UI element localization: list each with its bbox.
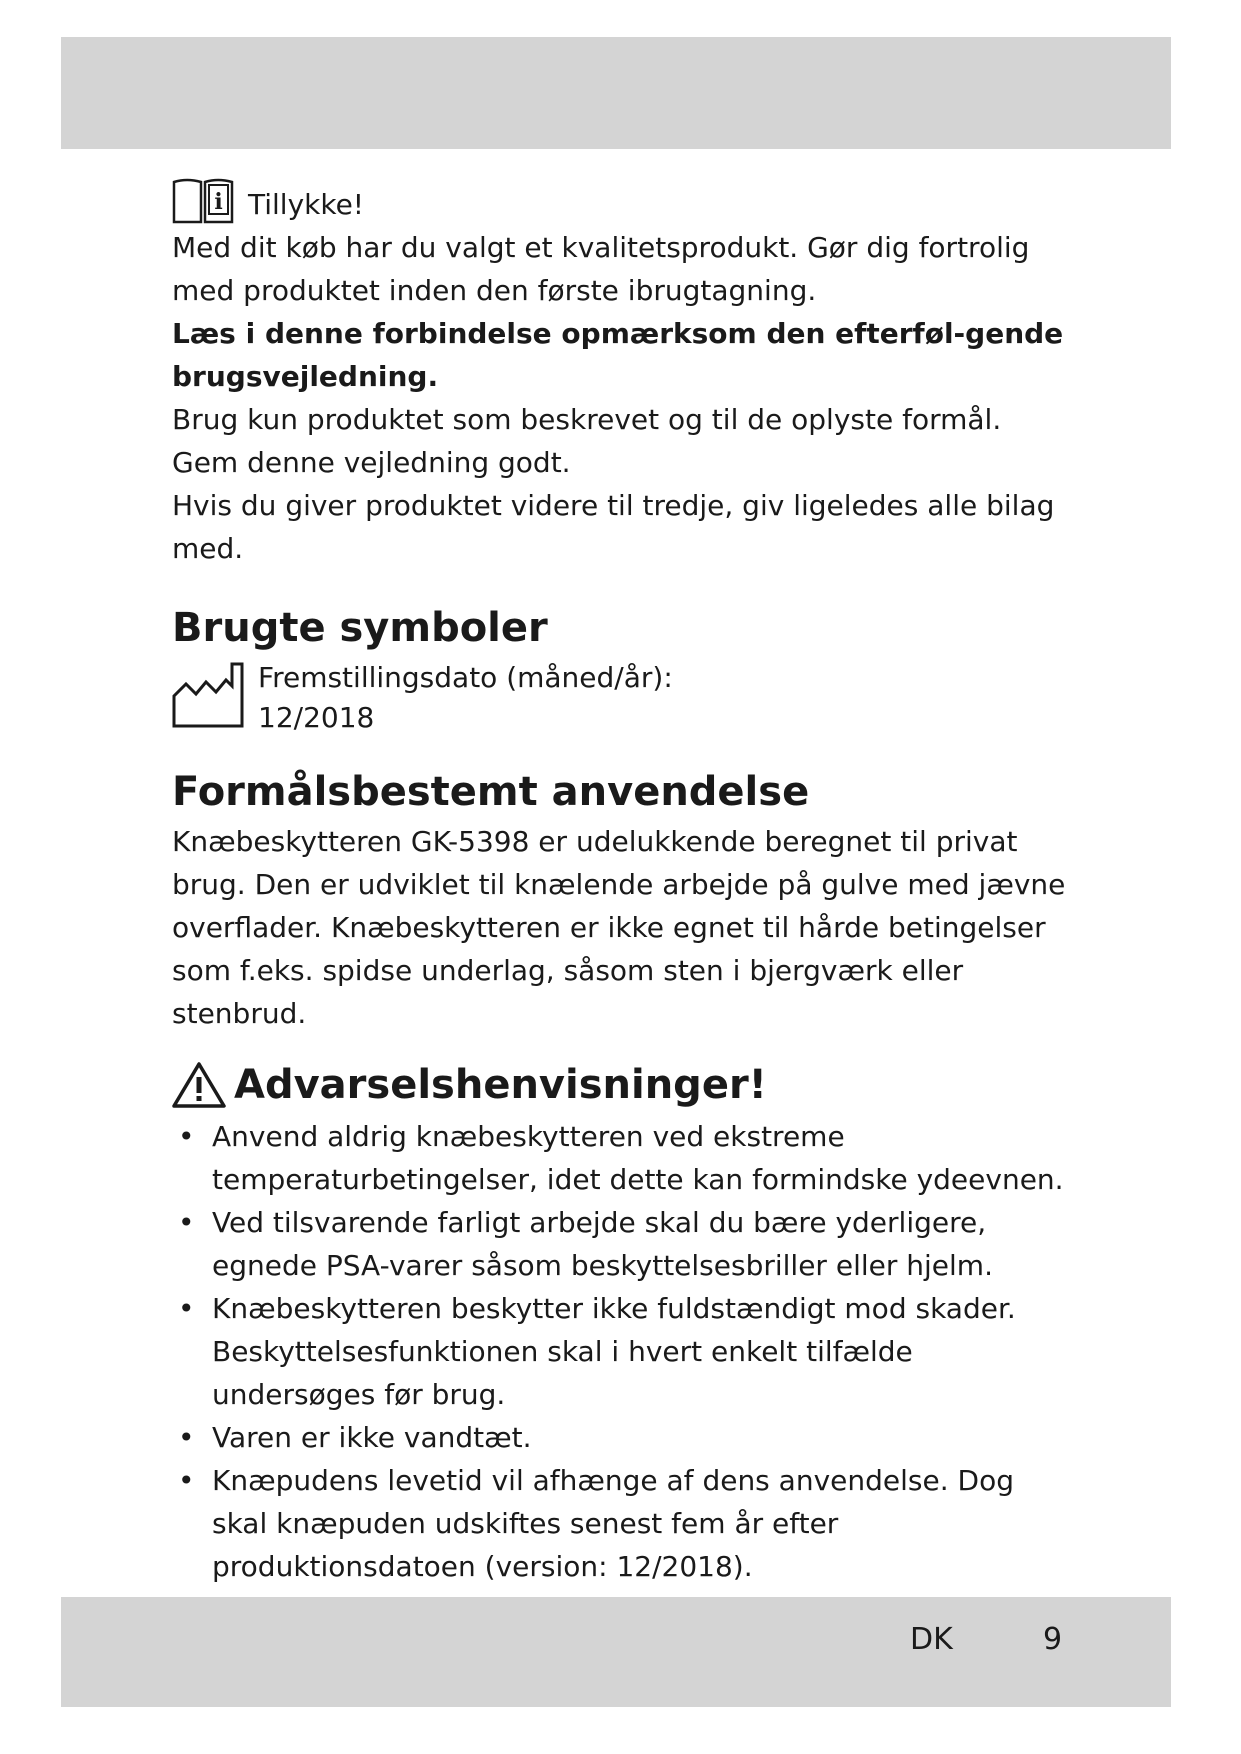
list-item: • Knæpudens levetid vil afhænge af dens anvendelse. Dog skal knæpuden udskiftes senest fem år efter produktionsdatoen (version: 12/2018).	[172, 1459, 1072, 1588]
intro-paragraph-1: Med dit køb har du valgt et kvalitetsprodukt. Gør dig fortrolig med produktet inden den første ibrugtagning.	[172, 231, 1030, 307]
header-band	[61, 37, 1171, 149]
warnings-list	[172, 1115, 1072, 1588]
intro-paragraph-3: Brug kun produktet som beskrevet og til de oplyste formål. Gem denne vejledning godt.	[172, 403, 1002, 479]
factory-date-icon	[172, 660, 244, 730]
svg-text:i: i	[214, 189, 223, 215]
intro-paragraph-4: Hvis du giver produktet videre til tredje, giv ligeledes alle bilag med.	[172, 489, 1055, 565]
symbols-heading: Brugte symboler	[172, 605, 548, 651]
manufacture-label: Fremstillingsdato (måned/år):	[258, 661, 673, 694]
list-item: • Varen er ikke vandtæt.	[172, 1416, 1072, 1459]
intro-paragraph-bold: Læs i denne forbindelse opmærksom den efterføl-gende brugsvejledning.	[172, 317, 1064, 393]
manufacture-symbol-row	[172, 658, 1072, 738]
warnings-heading: Advarselshenvisninger!	[234, 1062, 767, 1108]
intro-heading	[172, 170, 1072, 226]
list-item: • Ved tilsvarende farligt arbejde skal du bære yderligere, egnede PSA-varer såsom beskyttelsesbriller eller hjelm.	[172, 1201, 1072, 1287]
intro-title: Tillykke!	[248, 188, 365, 221]
manufacture-date: 12/2018	[258, 701, 375, 734]
info-book-icon	[172, 176, 234, 226]
page-content	[172, 170, 1072, 1588]
footer-language: DK	[910, 1622, 953, 1657]
warning-triangle-icon	[172, 1061, 226, 1109]
warnings-heading-row	[172, 1057, 1072, 1113]
list-item: • Knæbeskytteren beskytter ikke fuldstændigt mod skader. Beskyttelsesfunktionen skal i hvert enkelt tilfælde undersøges før brug.	[172, 1287, 1072, 1416]
footer-band	[61, 1597, 1171, 1707]
intended-use-text: Knæbeskytteren GK-5398 er udelukkende beregnet til privat brug. Den er udviklet til knælende arbejde på gulve med jævne overflader. Knæbeskytteren er ikke egnet til hårde betingelser som f.eks. spidse underlag, såsom sten i bjergværk eller stenbrud.	[172, 825, 1066, 1030]
intended-use-heading: Formålsbestemt anvendelse	[172, 769, 810, 815]
list-item: • Anvend aldrig knæbeskytteren ved ekstreme temperaturbetingelser, idet dette kan formindske ydeevnen.	[172, 1115, 1072, 1201]
page-number: 9	[1043, 1622, 1063, 1657]
